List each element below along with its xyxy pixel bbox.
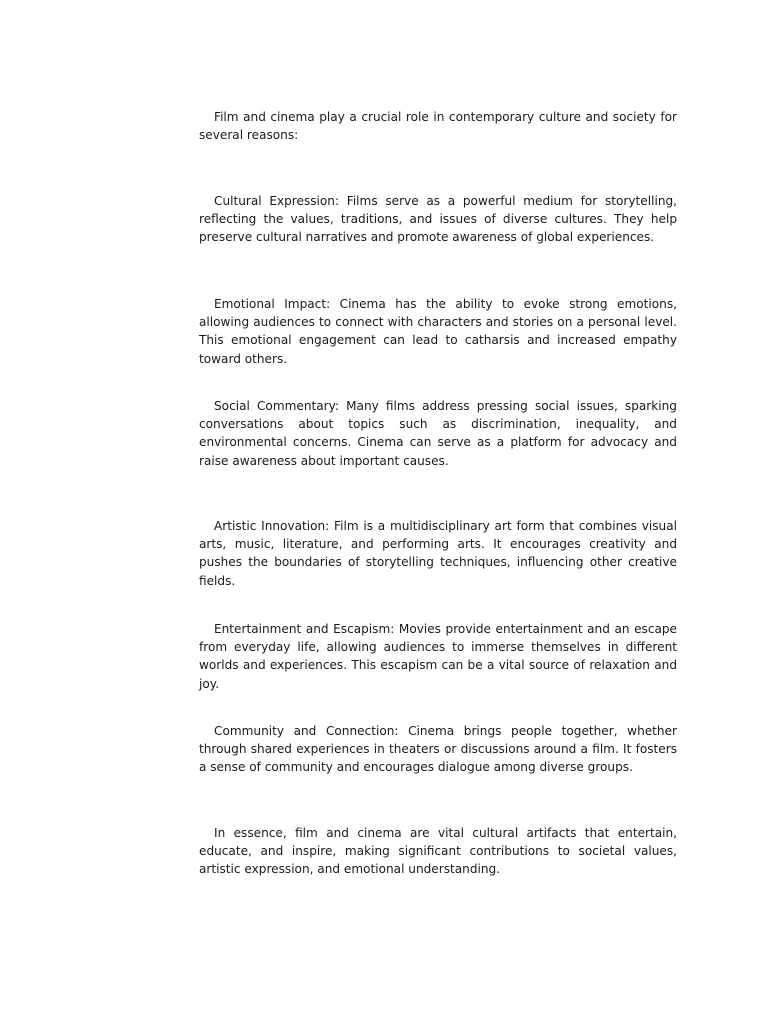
conclusion-paragraph: In essence, film and cinema are vital cultural artifacts that entertain, educate, and inspire, making significant contributions to societal values, artistic expression, and emotional understanding. bbox=[199, 826, 677, 877]
emotional-impact-paragraph: Emotional Impact: Cinema has the ability to evoke strong emotions, allowing audiences to connect with characters and stories on a personal level. This emotional engagement can lead to catharsis and increased empathy toward others. bbox=[199, 297, 677, 366]
artistic-innovation-paragraph: Artistic Innovation: Film is a multidisciplinary art form that combines visual arts, music, literature, and performing arts. It encourages creativity and pushes the boundaries of storytelling techniques, influencing other creative fields. bbox=[199, 519, 677, 588]
entertainment-escapism-paragraph: Entertainment and Escapism: Movies provide entertainment and an escape from everyday life, allowing audiences to immerse themselves in different worlds and experiences. This escapism can be a vital source of relaxation and joy. bbox=[199, 622, 677, 691]
social-commentary-paragraph: Social Commentary: Many films address pressing social issues, sparking conversations about topics such as discrimination, inequality, and environmental concerns. Cinema can serve as a platform for advocacy and raise awareness about important causes. bbox=[199, 399, 677, 468]
community-connection-paragraph: Community and Connection: Cinema brings people together, whether through shared experiences in theaters or discussions around a film. It fosters a sense of community and encourages dialogue among diverse groups. bbox=[199, 724, 677, 775]
cultural-expression-paragraph: Cultural Expression: Films serve as a powerful medium for storytelling, reflecting the values, traditions, and issues of diverse cultures. They help preserve cultural narratives and promote awareness of global experiences. bbox=[199, 194, 677, 245]
intro-paragraph: Film and cinema play a crucial role in contemporary culture and society for several reasons: bbox=[199, 110, 677, 143]
